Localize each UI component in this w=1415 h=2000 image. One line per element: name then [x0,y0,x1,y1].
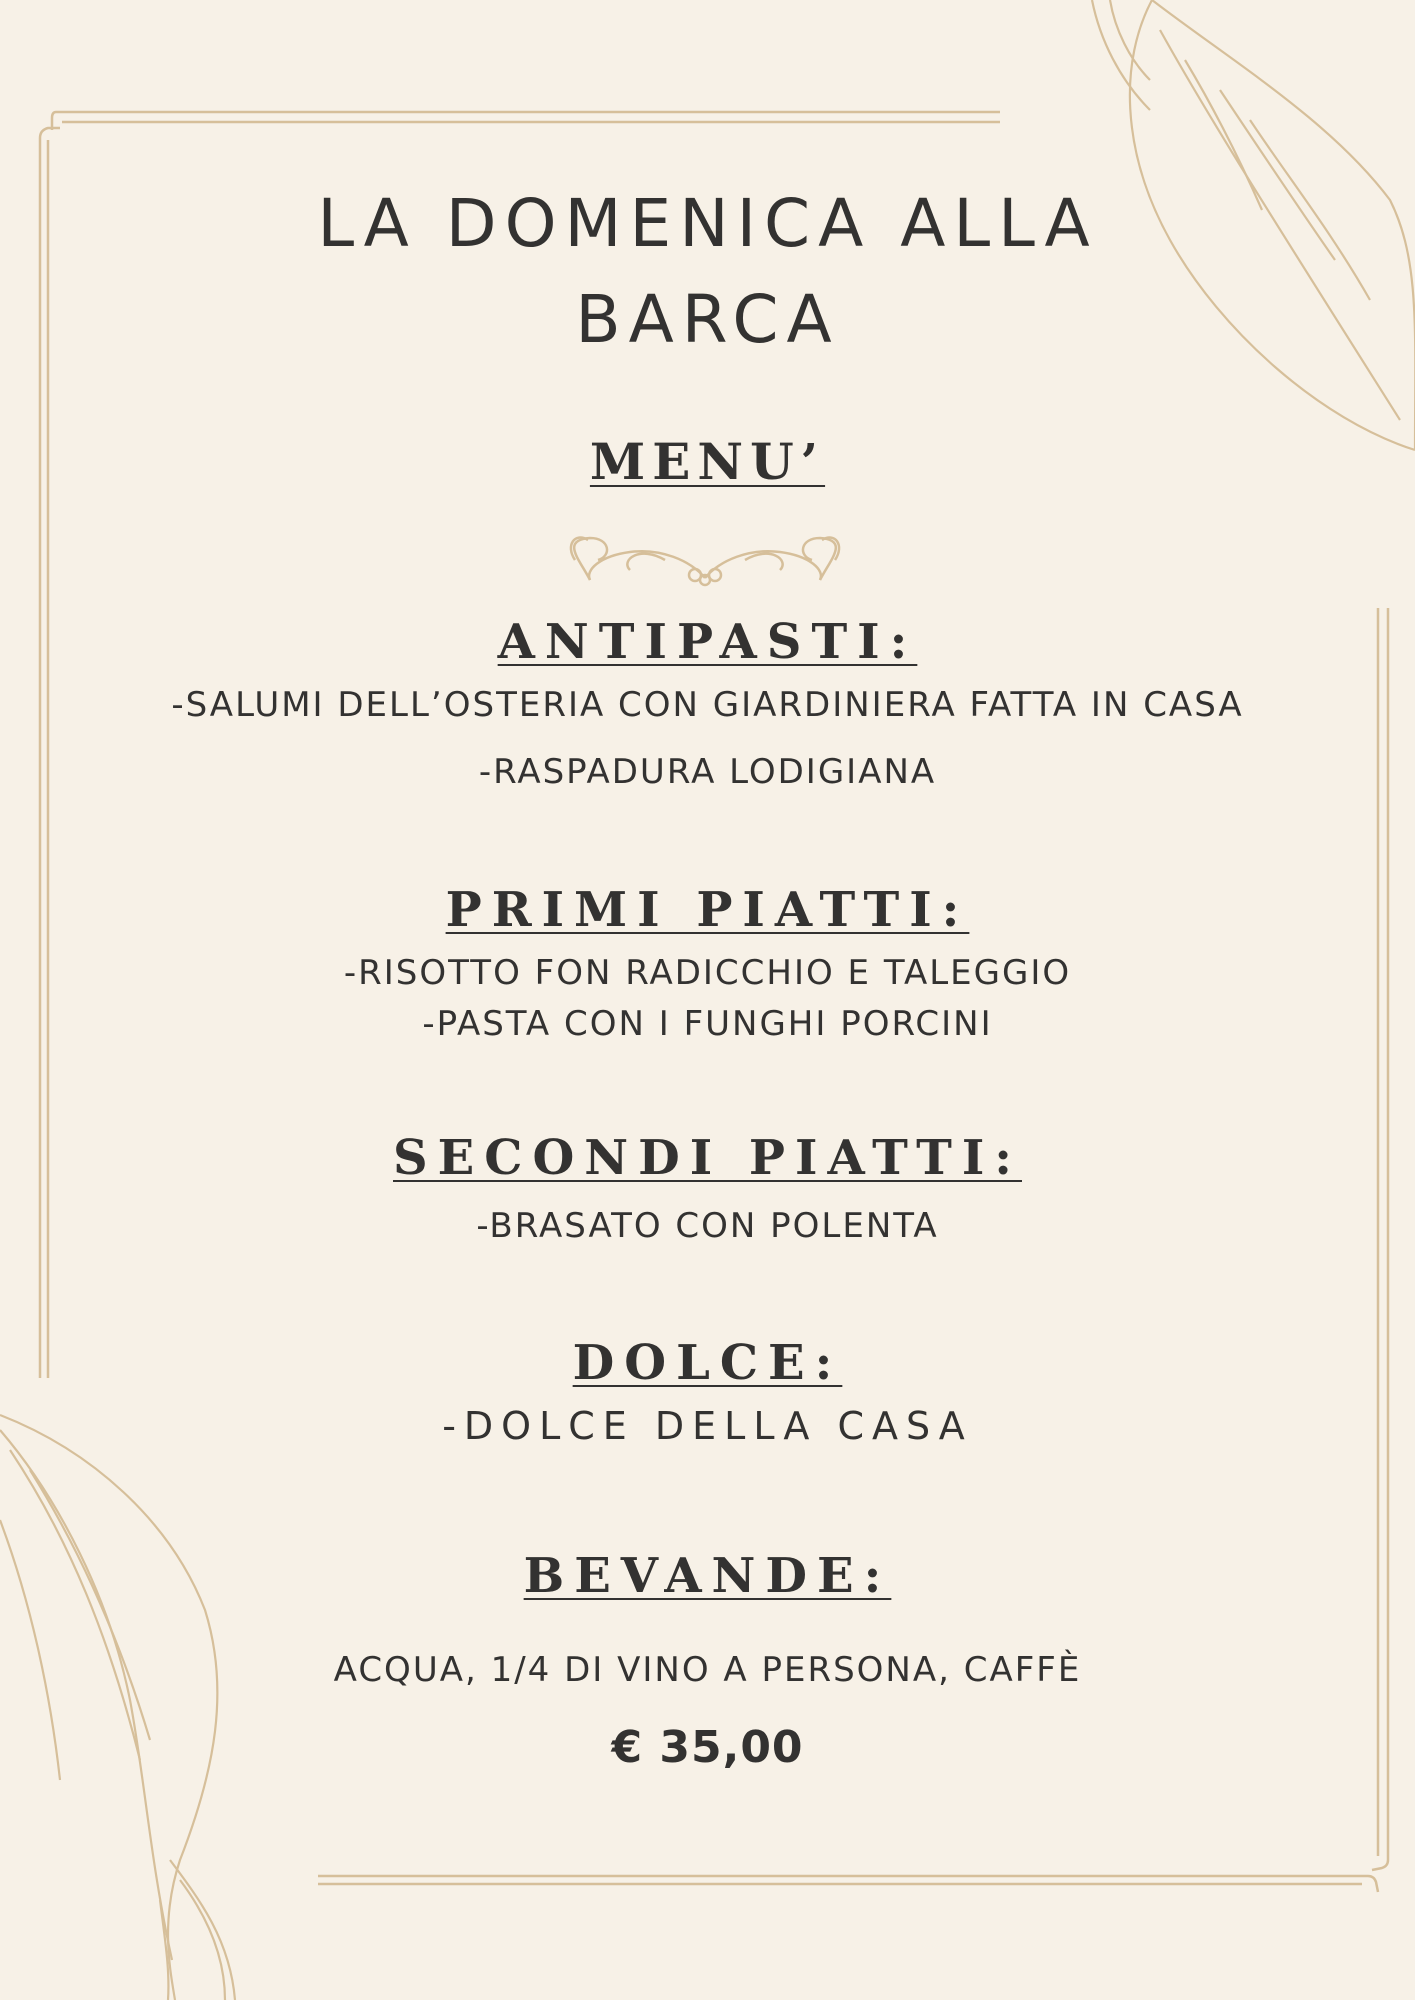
menu-item: -RISOTTO FON RADICCHIO E TALEGGIO [343,953,1072,993]
menu-item: ACQUA, 1/4 DI VINO A PERSONA, CAFFÈ [333,1650,1082,1690]
menu-item: -BRASATO CON POLENTA [476,1206,939,1246]
flourish-ornament-icon [571,538,839,585]
menu-item: -RASPADURA LODIGIANA [478,752,937,792]
menu-item: -DOLCE DELLA CASA [442,1404,973,1448]
page-title-line-1: LA DOMENICA ALLA [317,185,1098,262]
section-heading-dolce: DOLCE: [572,1335,843,1391]
section-heading-primi-piatti: PRIMI PIATTI: [445,882,970,938]
leaf-bottom-left-icon [0,1415,235,2000]
menu-item: -PASTA CON I FUNGHI PORCINI [422,1004,993,1044]
page-title-line-2: BARCA [575,281,840,358]
section-heading-bevande: BEVANDE: [523,1548,892,1604]
price: € 35,00 [611,1722,804,1773]
section-heading-antipasti: ANTIPASTI: [497,614,918,670]
section-heading-secondi-piatti: SECONDI PIATTI: [393,1130,1022,1186]
menu-item: -SALUMI DELL’OSTERIA CON GIARDINIERA FATTA IN CASA [171,685,1244,725]
menu-heading: MENU’ [589,432,826,491]
